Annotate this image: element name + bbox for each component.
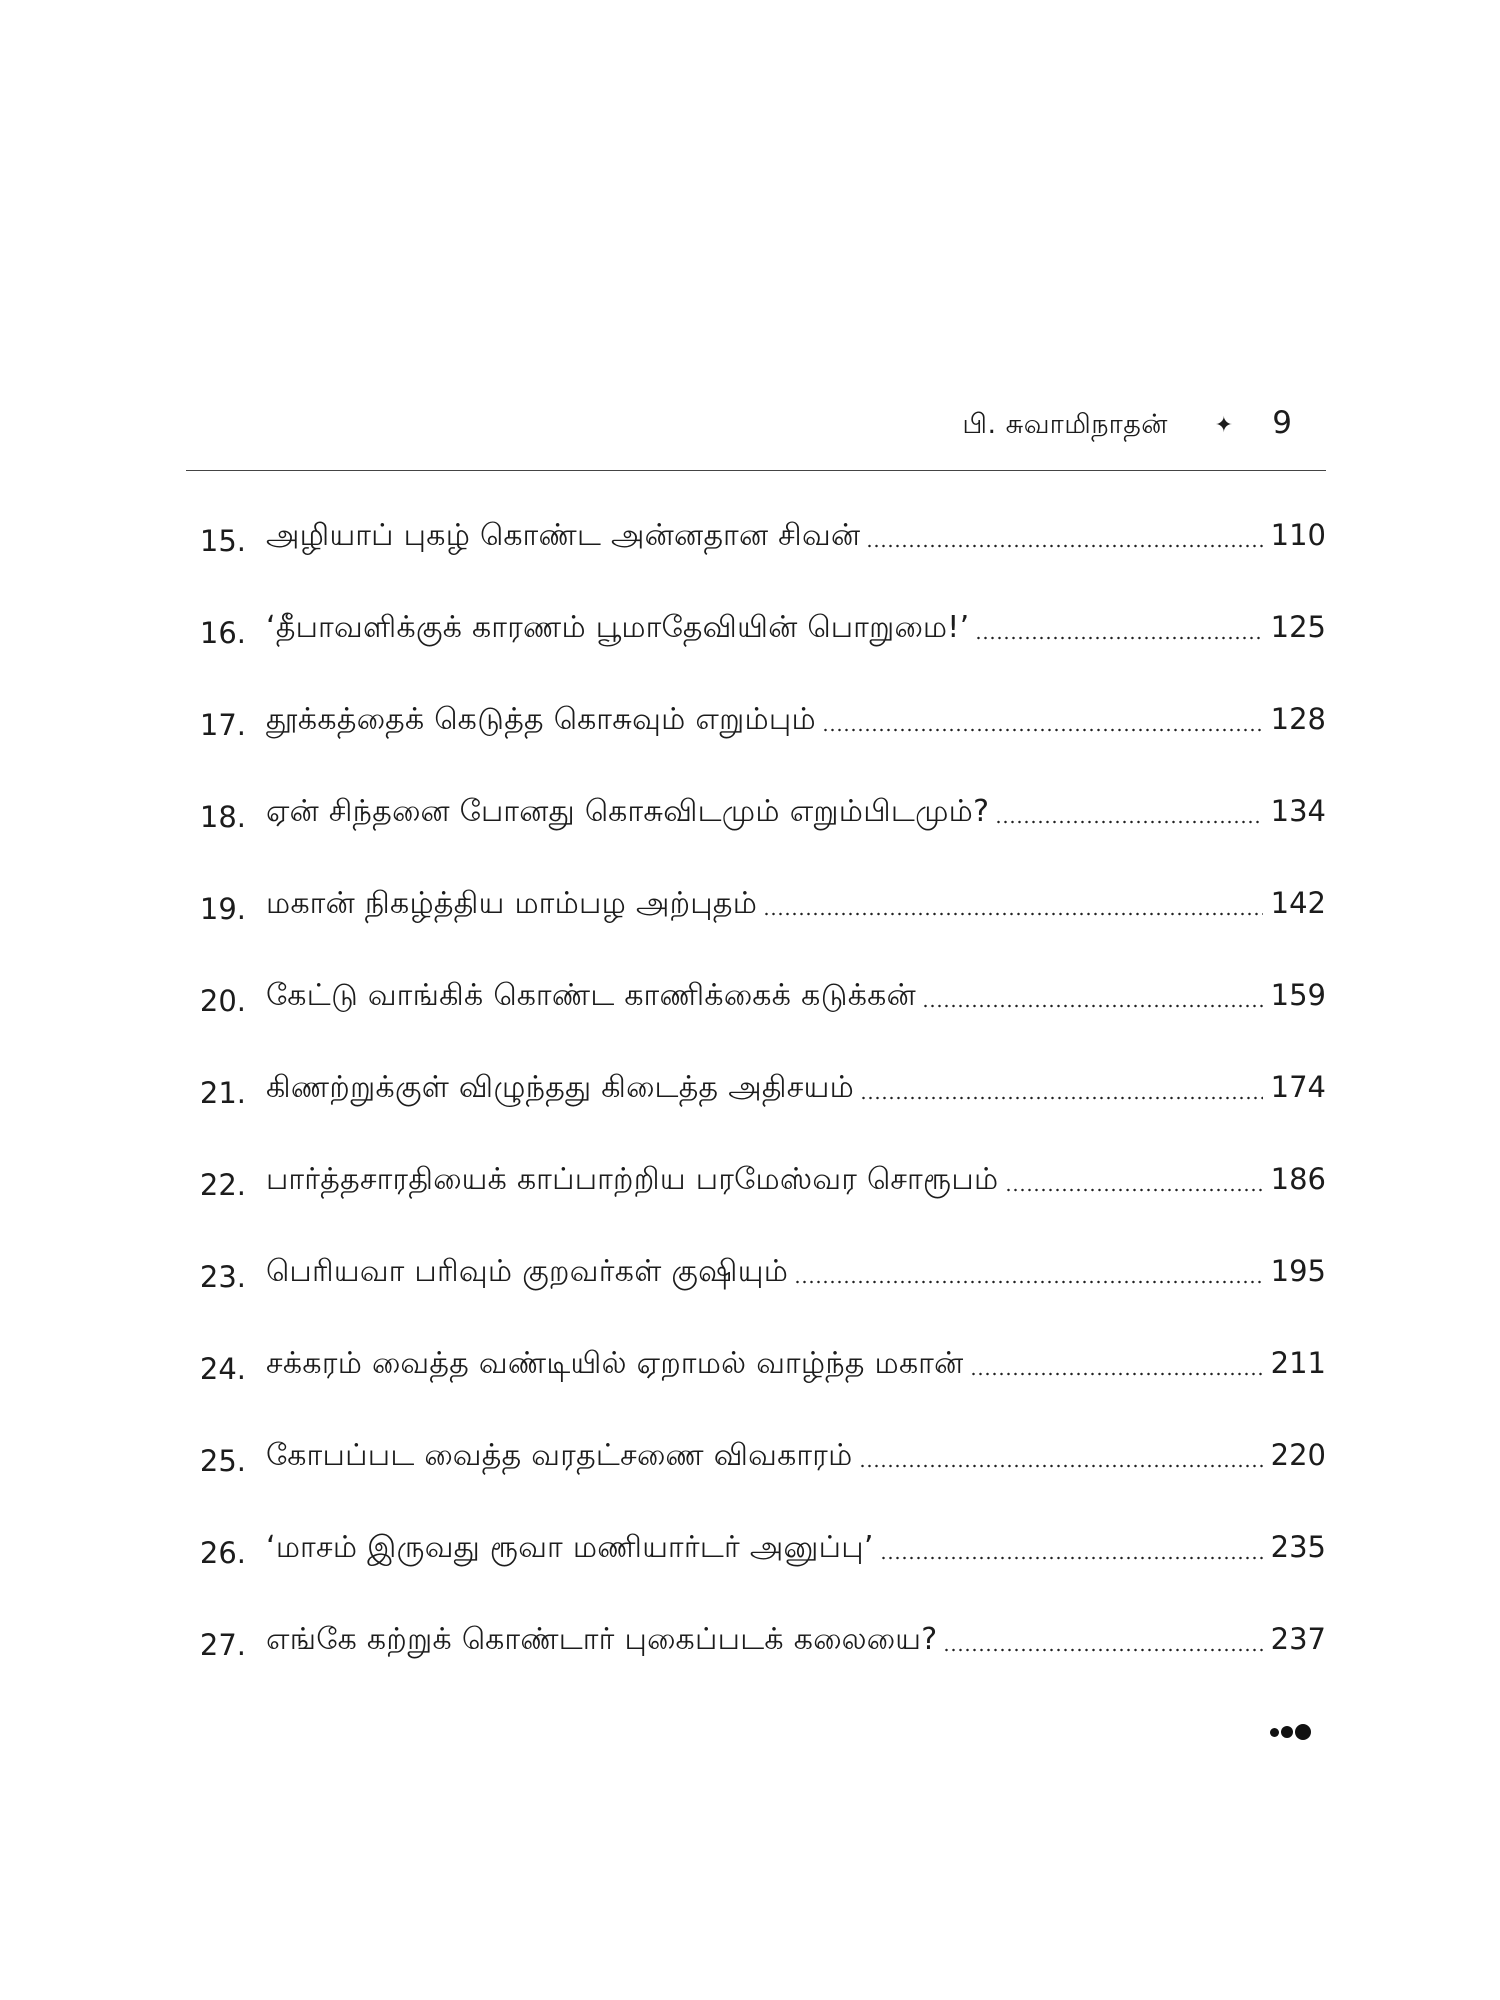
entry-page: 128	[1270, 702, 1326, 736]
entry-page: 142	[1270, 886, 1326, 920]
entry-number: 18.	[199, 800, 246, 834]
toc-entry	[186, 1154, 1326, 1246]
entry-title: ‘மாசம் இருவது ரூவா மணியார்டர் அனுப்பு’	[266, 1530, 874, 1565]
dot-leader	[880, 1556, 1263, 1560]
entry-number: 22.	[199, 1168, 246, 1202]
entry-title: கேட்டு வாங்கிக் கொண்ட காணிக்கைக் கடுக்கன்	[266, 978, 917, 1013]
entry-number: 21.	[199, 1076, 246, 1110]
header-rule	[186, 470, 1326, 471]
entry-number: 17.	[199, 708, 246, 742]
toc-entry	[186, 878, 1326, 970]
dot-leader	[866, 544, 1262, 548]
toc-entry	[186, 1246, 1326, 1338]
table-of-contents	[186, 510, 1326, 1706]
toc-entry	[186, 1522, 1326, 1614]
dot-leader	[970, 1372, 1263, 1376]
dot-leader	[1005, 1188, 1263, 1192]
entry-number: 20.	[199, 984, 246, 1018]
entry-title: தூக்கத்தைக் கெடுத்த கொசுவும் எறும்பும்	[266, 702, 816, 737]
entry-number: 15.	[199, 524, 246, 558]
toc-entry	[186, 1614, 1326, 1706]
entry-page: 174	[1270, 1070, 1326, 1104]
entry-page: 195	[1270, 1254, 1326, 1288]
dot-medium	[1281, 1726, 1293, 1738]
entry-number: 24.	[199, 1352, 246, 1386]
toc-entry	[186, 1430, 1326, 1522]
entry-title: கோபப்பட வைத்த வரதட்சணை விவகாரம்	[266, 1438, 853, 1473]
entry-page: 235	[1270, 1530, 1326, 1564]
entry-number: 19.	[199, 892, 246, 926]
entry-number: 27.	[199, 1628, 246, 1662]
entry-page: 134	[1270, 794, 1326, 828]
dot-large	[1295, 1724, 1311, 1740]
dot-small	[1270, 1728, 1279, 1737]
entry-number: 26.	[199, 1536, 246, 1570]
entry-page: 110	[1270, 518, 1326, 552]
toc-entry	[186, 510, 1326, 602]
running-header	[186, 395, 1326, 455]
toc-entry	[186, 1338, 1326, 1430]
dot-leader	[922, 1004, 1263, 1008]
entry-page: 159	[1270, 978, 1326, 1012]
continuation-dots-ornament	[1270, 1724, 1311, 1740]
dot-leader	[763, 912, 1262, 916]
entry-title: மகான் நிகழ்த்திய மாம்பழ அற்புதம்	[266, 886, 758, 921]
entry-title: பெரியவா பரிவும் குறவர்கள் குஷியும்	[266, 1254, 789, 1289]
entry-page: 237	[1270, 1622, 1326, 1656]
entry-page: 220	[1270, 1438, 1326, 1472]
entry-title: சக்கரம் வைத்த வண்டியில் ஏறாமல் வாழ்ந்த மகான்	[266, 1346, 964, 1381]
dot-leader	[859, 1464, 1263, 1468]
entry-title: கிணற்றுக்குள் விழுந்தது கிடைத்த அதிசயம்	[266, 1070, 855, 1105]
page-number: 9	[1272, 405, 1292, 441]
entry-title: ஏன் சிந்தனை போனது கொசுவிடமும் எறும்பிடமும்?	[266, 794, 990, 829]
toc-entry	[186, 970, 1326, 1062]
dot-leader	[860, 1096, 1263, 1100]
entry-page: 186	[1270, 1162, 1326, 1196]
dot-leader	[975, 636, 1262, 640]
entry-number: 16.	[199, 616, 246, 650]
entry-page: 125	[1270, 610, 1326, 644]
entry-title: ‘தீபாவளிக்குக் காரணம் பூமாதேவியின் பொறுமை!’	[266, 610, 970, 645]
toc-entry	[186, 694, 1326, 786]
entry-number: 25.	[199, 1444, 246, 1478]
entry-title: எங்கே கற்றுக் கொண்டார் புகைப்படக் கலையை?	[266, 1622, 938, 1657]
author-name: பி. சுவாமிநாதன்	[962, 409, 1168, 440]
dot-leader	[794, 1280, 1262, 1284]
entry-number: 23.	[199, 1260, 246, 1294]
entry-page: 211	[1270, 1346, 1326, 1380]
entry-title: அழியாப் புகழ் கொண்ட அன்னதான சிவன்	[266, 518, 861, 553]
toc-entry	[186, 602, 1326, 694]
dot-leader	[943, 1648, 1262, 1652]
toc-entry	[186, 1062, 1326, 1154]
entry-title: பார்த்தசாரதியைக் காப்பாற்றிய பரமேஸ்வர சொரூபம்	[266, 1162, 999, 1197]
toc-entry	[186, 786, 1326, 878]
dot-leader	[995, 820, 1262, 824]
separator-ornament: ✦	[1214, 413, 1233, 438]
dot-leader	[822, 728, 1263, 732]
